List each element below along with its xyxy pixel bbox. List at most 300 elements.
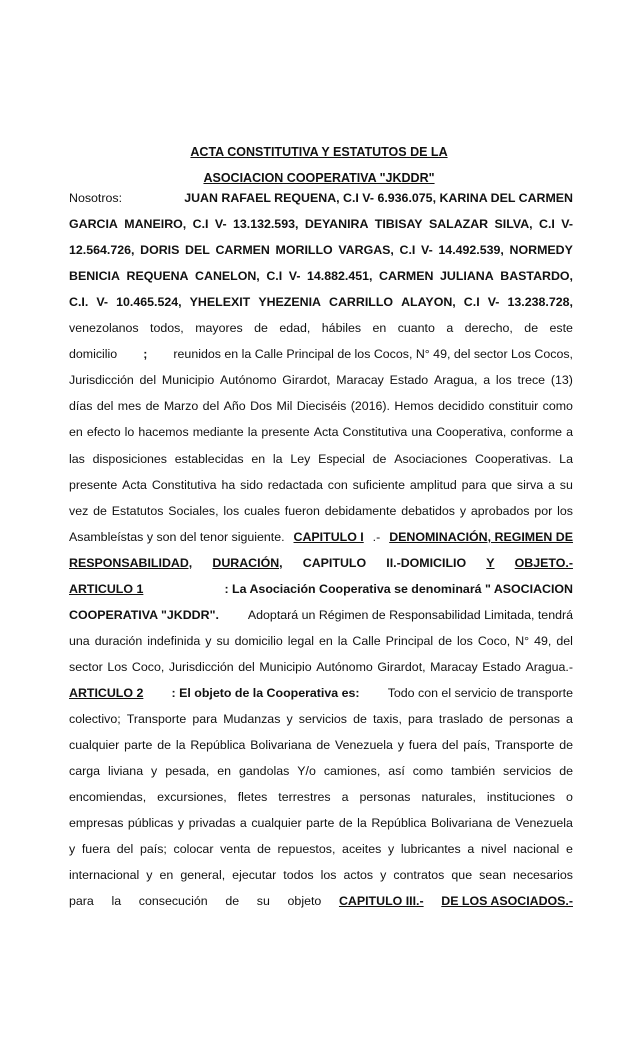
- line-word: sector: [69, 659, 103, 674]
- line-word: cualquier: [69, 738, 120, 753]
- text-line: [69, 839, 573, 859]
- line-word: país,: [463, 738, 491, 753]
- line-word: en: [251, 451, 266, 466]
- line-word: de: [338, 816, 353, 831]
- line-word: 13.132.593,: [232, 217, 299, 232]
- line-word: a: [239, 816, 247, 831]
- line-word: general,: [180, 868, 226, 883]
- line-word: CARMEN: [215, 243, 270, 258]
- line-word: los: [495, 373, 512, 388]
- line-word: Girardot,: [377, 659, 426, 674]
- line-segment: Y: [486, 555, 495, 570]
- line-word: la: [175, 738, 186, 753]
- line-word: las: [69, 451, 85, 466]
- line-word: C.I: [192, 217, 209, 232]
- line-word: colocar: [173, 842, 214, 857]
- line-word: a: [467, 842, 475, 857]
- line-word: mes: [117, 399, 142, 414]
- text-line: [69, 787, 573, 807]
- line-word: y: [286, 712, 293, 726]
- line-word: sido: [240, 477, 263, 492]
- line-word: Transporte: [494, 738, 555, 753]
- line-word: efecto: [86, 425, 121, 440]
- text-line: [69, 188, 573, 208]
- line-word: 13.238.728,: [507, 295, 573, 310]
- line-word: V-: [487, 295, 500, 310]
- text-line: [69, 344, 573, 364]
- line-word: BASTARDO,: [500, 269, 573, 284]
- line-word: V-: [561, 217, 573, 232]
- line-word: este: [549, 321, 573, 336]
- line-word: 49,: [534, 633, 552, 648]
- line-word: para: [407, 712, 433, 726]
- line-word: VARGAS,: [338, 243, 394, 258]
- line-word: taxis,: [372, 712, 402, 726]
- line-segment: ARTICULO 2: [69, 685, 144, 700]
- line-word: Hemos: [394, 399, 434, 414]
- line-word: ejecutar: [232, 868, 277, 883]
- line-segment: domicilio: [69, 347, 118, 362]
- line-word: Marzo: [163, 399, 199, 414]
- line-word: una: [69, 633, 90, 648]
- line-word: y: [459, 503, 467, 518]
- line-word: Municipio: [259, 659, 312, 674]
- line-word: carga: [69, 764, 100, 779]
- line-word: mediante: [192, 425, 244, 440]
- line-word: los: [557, 503, 573, 518]
- line-word: personas: [508, 712, 560, 726]
- text-line: [69, 865, 573, 885]
- line-segment: CAPITULO: [302, 555, 367, 570]
- line-word: pesada,: [165, 764, 210, 779]
- line-word: como: [542, 399, 573, 414]
- text-line: [69, 292, 573, 312]
- line-segment: para: [69, 894, 94, 909]
- line-word: C.I: [539, 217, 555, 232]
- line-word: Jurisdicción: [69, 373, 134, 388]
- line-word: de: [559, 764, 573, 779]
- line-word: presente: [261, 425, 310, 440]
- line-word: Especial: [318, 451, 365, 466]
- line-word: constituir: [488, 399, 539, 414]
- line-word: NORMEDY: [509, 243, 573, 258]
- text-line: [69, 422, 573, 442]
- line-word: Los: [107, 659, 128, 674]
- line-word: Bolivariana: [430, 816, 493, 831]
- line-word: de: [157, 738, 171, 753]
- text-line: [69, 475, 573, 495]
- line-word: Venezuela: [515, 816, 573, 831]
- line-word: fletes: [237, 790, 268, 805]
- line-word: SILVA,: [494, 217, 533, 232]
- line-word: Coco,: [477, 633, 511, 648]
- line-word: contratos: [393, 868, 445, 883]
- line-word: lo: [124, 425, 135, 440]
- line-word: de: [559, 738, 573, 753]
- line-segment: ;: [143, 347, 148, 362]
- line-word: los: [457, 633, 473, 648]
- line-word: República: [371, 816, 427, 831]
- line-word: Municipio: [161, 373, 215, 388]
- text-line: [69, 240, 573, 260]
- line-segment: su: [256, 894, 270, 909]
- text-line: [69, 318, 573, 338]
- line-word: 10.465.524,: [116, 295, 182, 310]
- line-word: empresas: [69, 816, 124, 831]
- text-line: [69, 501, 573, 521]
- line-word: indefinida: [147, 633, 201, 648]
- line-segment: consecución: [138, 894, 208, 909]
- line-word: mayores: [195, 321, 243, 336]
- line-word: vez: [69, 503, 89, 518]
- line-word: e: [565, 842, 573, 857]
- line-segment: COOPERATIVA "JKDDR".: [69, 607, 219, 622]
- line-word: DEL: [185, 243, 210, 258]
- line-word: del: [96, 399, 114, 414]
- line-segment: objeto: [287, 894, 322, 909]
- line-word: CANELON,: [195, 269, 260, 284]
- line-word: cualquier: [251, 816, 302, 831]
- line-word: V-: [96, 295, 109, 310]
- line-segment: Asambleístas y son del tenor siguiente.: [69, 529, 285, 544]
- line-word: y: [151, 764, 158, 779]
- line-word: nacional: [513, 842, 560, 857]
- line-word: JULIANA: [440, 269, 494, 284]
- line-word: parte: [124, 738, 153, 753]
- line-word: Dieciséis: [296, 399, 347, 414]
- text-line: [69, 449, 573, 469]
- line-segment: Todo con el servicio de transporte: [387, 685, 573, 700]
- line-word: Maracay: [430, 659, 478, 674]
- line-word: del: [441, 738, 459, 753]
- line-word: venta: [220, 842, 251, 857]
- line-word: Girardot,: [282, 373, 331, 388]
- text-line: [69, 891, 573, 911]
- line-word: a: [483, 373, 491, 388]
- line-word: para: [192, 712, 218, 726]
- line-word: edad,: [279, 321, 311, 336]
- line-word: Cooperativas.: [474, 451, 552, 466]
- line-word: o: [566, 790, 573, 805]
- text-line: [69, 370, 573, 390]
- line-word: legal: [287, 633, 314, 648]
- line-word: liviana: [107, 764, 144, 779]
- line-word: a: [341, 790, 349, 805]
- line-segment: JUAN RAFAEL REQUENA, C.I V- 6.936.075, KARINA DEL CARMEN: [184, 191, 573, 205]
- line-word: Estado: [389, 373, 429, 388]
- line-word: Transporte: [126, 712, 187, 726]
- line-word: MORILLO: [275, 243, 333, 258]
- line-word: una: [411, 425, 433, 440]
- line-word: V-: [421, 243, 433, 258]
- line-word: TIBISAY: [374, 217, 423, 232]
- line-word: servicios: [298, 712, 347, 726]
- line-word: Coco,: [131, 659, 165, 674]
- line-word: terrestres: [278, 790, 331, 805]
- text-line: [69, 266, 573, 286]
- line-word: de: [257, 842, 271, 857]
- text-line: [69, 735, 573, 755]
- line-word: SALAZAR: [428, 217, 489, 232]
- line-segment: de: [225, 894, 240, 909]
- line-word: Acta: [122, 477, 147, 492]
- line-word: para: [461, 477, 487, 492]
- line-word: La: [559, 451, 573, 466]
- line-word: Año: [223, 399, 246, 414]
- line-word: en: [217, 764, 232, 779]
- text-line: [69, 631, 573, 651]
- line-word: y: [69, 842, 76, 857]
- text-line: [69, 527, 573, 547]
- line-word: (2016).: [350, 399, 390, 414]
- document-title: ACTA CONSTITUTIVA Y ESTATUTOS DE LA: [190, 145, 448, 159]
- line-word: de: [489, 712, 503, 726]
- line-word: hábiles: [321, 321, 362, 336]
- line-word: Jurisdicción: [168, 659, 234, 674]
- line-word: (13): [550, 373, 573, 388]
- text-line: [69, 683, 573, 703]
- line-word: de: [524, 321, 539, 336]
- line-word: repuestos,: [277, 842, 336, 857]
- line-word: y: [146, 868, 153, 883]
- line-word: traslado: [438, 712, 483, 726]
- line-word: Maracay: [336, 373, 384, 388]
- line-word: C.I: [463, 295, 480, 310]
- line-word: privadas: [188, 816, 236, 831]
- line-word: V-: [288, 269, 301, 284]
- line-word: fueron: [284, 503, 320, 518]
- line-word: del: [116, 842, 134, 857]
- line-word: DEYANIRA: [304, 217, 369, 232]
- line-word: lubricantes: [400, 842, 461, 857]
- line-word: país;: [139, 842, 167, 857]
- line-word: la: [337, 633, 348, 648]
- line-word: que: [451, 868, 473, 883]
- line-word: del: [202, 399, 220, 414]
- line-word: CARMEN: [379, 269, 434, 284]
- line-word: también: [451, 764, 496, 779]
- line-word: de: [316, 738, 331, 753]
- line-word: aceites: [342, 842, 382, 857]
- document-subtitle: ASOCIACION COOPERATIVA "JKDDR": [203, 171, 435, 185]
- line-word: parte: [306, 816, 335, 831]
- line-word: así: [388, 764, 405, 779]
- line-word: de: [496, 816, 511, 831]
- line-word: a: [446, 321, 454, 336]
- line-word: Venezuela: [335, 738, 393, 753]
- line-word: Sociales,: [168, 503, 219, 518]
- line-word: del: [556, 633, 573, 648]
- line-segment: DURACIÓN,: [212, 555, 283, 570]
- line-word: BENICIA: [69, 269, 120, 284]
- line-word: a: [547, 477, 555, 492]
- line-word: Estado: [482, 659, 521, 674]
- line-word: todos,: [150, 321, 184, 336]
- text-line: [69, 813, 573, 833]
- line-word: y: [205, 633, 212, 648]
- line-word: la: [272, 451, 283, 466]
- line-word: conforme: [510, 425, 563, 440]
- line-word: de: [372, 451, 387, 466]
- line-word: encomiendas,: [69, 790, 147, 805]
- line-word: con: [327, 477, 348, 492]
- line-segment: CAPITULO I: [293, 529, 364, 544]
- line-word: personas: [359, 790, 411, 805]
- line-word: C.I: [266, 269, 283, 284]
- line-word: presente: [69, 477, 118, 492]
- line-word: Aragua.-: [525, 659, 573, 674]
- line-word: de: [93, 503, 107, 518]
- line-word: como: [412, 764, 444, 779]
- text-line: [69, 605, 573, 625]
- line-word: camiones,: [323, 764, 381, 779]
- line-word: actos: [343, 868, 374, 883]
- line-word: necesarios: [513, 868, 573, 883]
- line-word: duración: [94, 633, 143, 648]
- line-word: nivel: [480, 842, 507, 857]
- line-word: N°: [515, 633, 530, 648]
- line-word: del: [139, 373, 157, 388]
- line-word: Asociaciones: [394, 451, 468, 466]
- line-segment: II.-DOMICILIO: [386, 555, 467, 570]
- line-word: decidido: [438, 399, 485, 414]
- line-word: C.I.: [69, 295, 89, 310]
- line-word: y: [397, 738, 404, 753]
- line-word: Acta: [313, 425, 339, 440]
- line-word: y: [380, 868, 387, 883]
- line-word: amplitud: [409, 477, 457, 492]
- line-word: C.I: [399, 243, 416, 258]
- line-word: la: [357, 816, 367, 831]
- line-word: Cooperativa,: [436, 425, 507, 440]
- line-word: 14.882.451,: [307, 269, 373, 284]
- line-word: del: [238, 659, 255, 674]
- line-word: ha: [221, 477, 236, 492]
- line-word: en: [69, 425, 83, 440]
- line-word: Bolivariana: [250, 738, 312, 753]
- line-segment: OBJETO.-: [514, 555, 573, 570]
- line-word: CARRILLO: [329, 295, 394, 310]
- line-segment: Nosotros:: [69, 191, 123, 205]
- line-word: MANEIRO,: [124, 217, 187, 232]
- line-word: en: [318, 633, 333, 648]
- line-word: y: [177, 816, 185, 831]
- line-word: cuales: [244, 503, 280, 518]
- line-segment: : El objeto de la Cooperativa es:: [171, 685, 360, 700]
- line-word: por: [534, 503, 553, 518]
- text-line: [69, 709, 573, 729]
- line-word: los: [223, 503, 240, 518]
- line-word: internacional: [69, 868, 140, 883]
- line-segment: RESPONSABILIDAD,: [69, 555, 193, 570]
- line-word: los: [320, 868, 337, 883]
- text-line: [69, 396, 573, 416]
- line-word: YHEZENIA: [258, 295, 321, 310]
- line-word: naturales,: [421, 790, 476, 805]
- line-word: V-: [214, 217, 227, 232]
- line-word: Aragua,: [433, 373, 478, 388]
- line-word: su: [559, 477, 573, 492]
- line-segment: Adoptará un Régimen de Responsabilidad Limitada, tendrá: [247, 607, 573, 622]
- line-word: Mudanzas: [223, 712, 281, 726]
- line-word: en: [372, 321, 387, 336]
- line-word: cuanto: [397, 321, 435, 336]
- line-segment: CAPITULO III.-: [338, 894, 424, 909]
- line-word: de: [145, 399, 160, 414]
- line-word: República: [190, 738, 246, 753]
- line-word: disposiciones: [92, 451, 167, 466]
- line-word: redactada: [267, 477, 323, 492]
- line-word: en: [159, 868, 174, 883]
- line-word: Calle: [352, 633, 381, 648]
- line-word: Constitutiva: [151, 477, 217, 492]
- line-word: colectivo;: [69, 712, 121, 726]
- line-word: su: [216, 633, 230, 648]
- line-word: Dos: [250, 399, 273, 414]
- line-word: venezolanos: [69, 321, 139, 336]
- text-line: [69, 553, 573, 573]
- line-word: que: [491, 477, 513, 492]
- line-word: hacemos: [138, 425, 189, 440]
- line-word: excursiones,: [157, 790, 227, 805]
- line-word: de: [254, 321, 268, 336]
- line-word: sirva: [516, 477, 544, 492]
- line-word: derecho,: [464, 321, 513, 336]
- line-word: 12.564.726,: [69, 243, 135, 258]
- line-word: Constitutiva: [342, 425, 408, 440]
- line-word: Estatutos: [111, 503, 164, 518]
- line-word: días: [69, 399, 93, 414]
- line-segment: ARTICULO 1: [69, 581, 144, 596]
- line-segment: DENOMINACIÓN, REGIMEN DE: [389, 529, 573, 544]
- line-word: y: [387, 842, 395, 857]
- line-word: ALAYON,: [401, 295, 456, 310]
- line-word: a: [566, 712, 573, 726]
- line-word: Autónomo: [220, 373, 277, 388]
- line-word: debatidos: [401, 503, 455, 518]
- line-word: Principal: [385, 633, 434, 648]
- line-word: de: [438, 633, 452, 648]
- line-word: la: [247, 425, 258, 440]
- line-word: Y/o: [297, 764, 316, 779]
- line-word: gandolas: [239, 764, 290, 779]
- line-word: GARCIA: [69, 217, 118, 232]
- line-word: a: [566, 425, 573, 440]
- line-word: DORIS: [140, 243, 180, 258]
- text-line: [69, 761, 573, 781]
- line-word: YHELEXIT: [189, 295, 251, 310]
- line-segment: DE LOS ASOCIADOS.-: [441, 894, 573, 909]
- line-word: públicas: [127, 816, 174, 831]
- line-word: Mil: [276, 399, 293, 414]
- line-word: REQUENA: [126, 269, 189, 284]
- line-word: trece: [517, 373, 546, 388]
- line-word: todos: [283, 868, 314, 883]
- line-word: servicios: [503, 764, 552, 779]
- text-line: [69, 579, 573, 599]
- line-segment: reunidos en la Calle Principal de los Cocos, N° 49, del sector Los Cocos,: [173, 347, 573, 362]
- line-word: 14.492.539,: [438, 243, 504, 258]
- text-line: [69, 214, 573, 234]
- line-word: domicilio: [234, 633, 283, 648]
- line-word: Ley: [290, 451, 311, 466]
- line-word: instituciones: [486, 790, 556, 805]
- line-word: fuera: [408, 738, 437, 753]
- line-word: debidamente: [324, 503, 397, 518]
- line-word: sean: [479, 868, 506, 883]
- line-segment: : La Asociación Cooperativa se denominará " ASOCIACION: [224, 581, 573, 596]
- line-word: Autónomo: [316, 659, 373, 674]
